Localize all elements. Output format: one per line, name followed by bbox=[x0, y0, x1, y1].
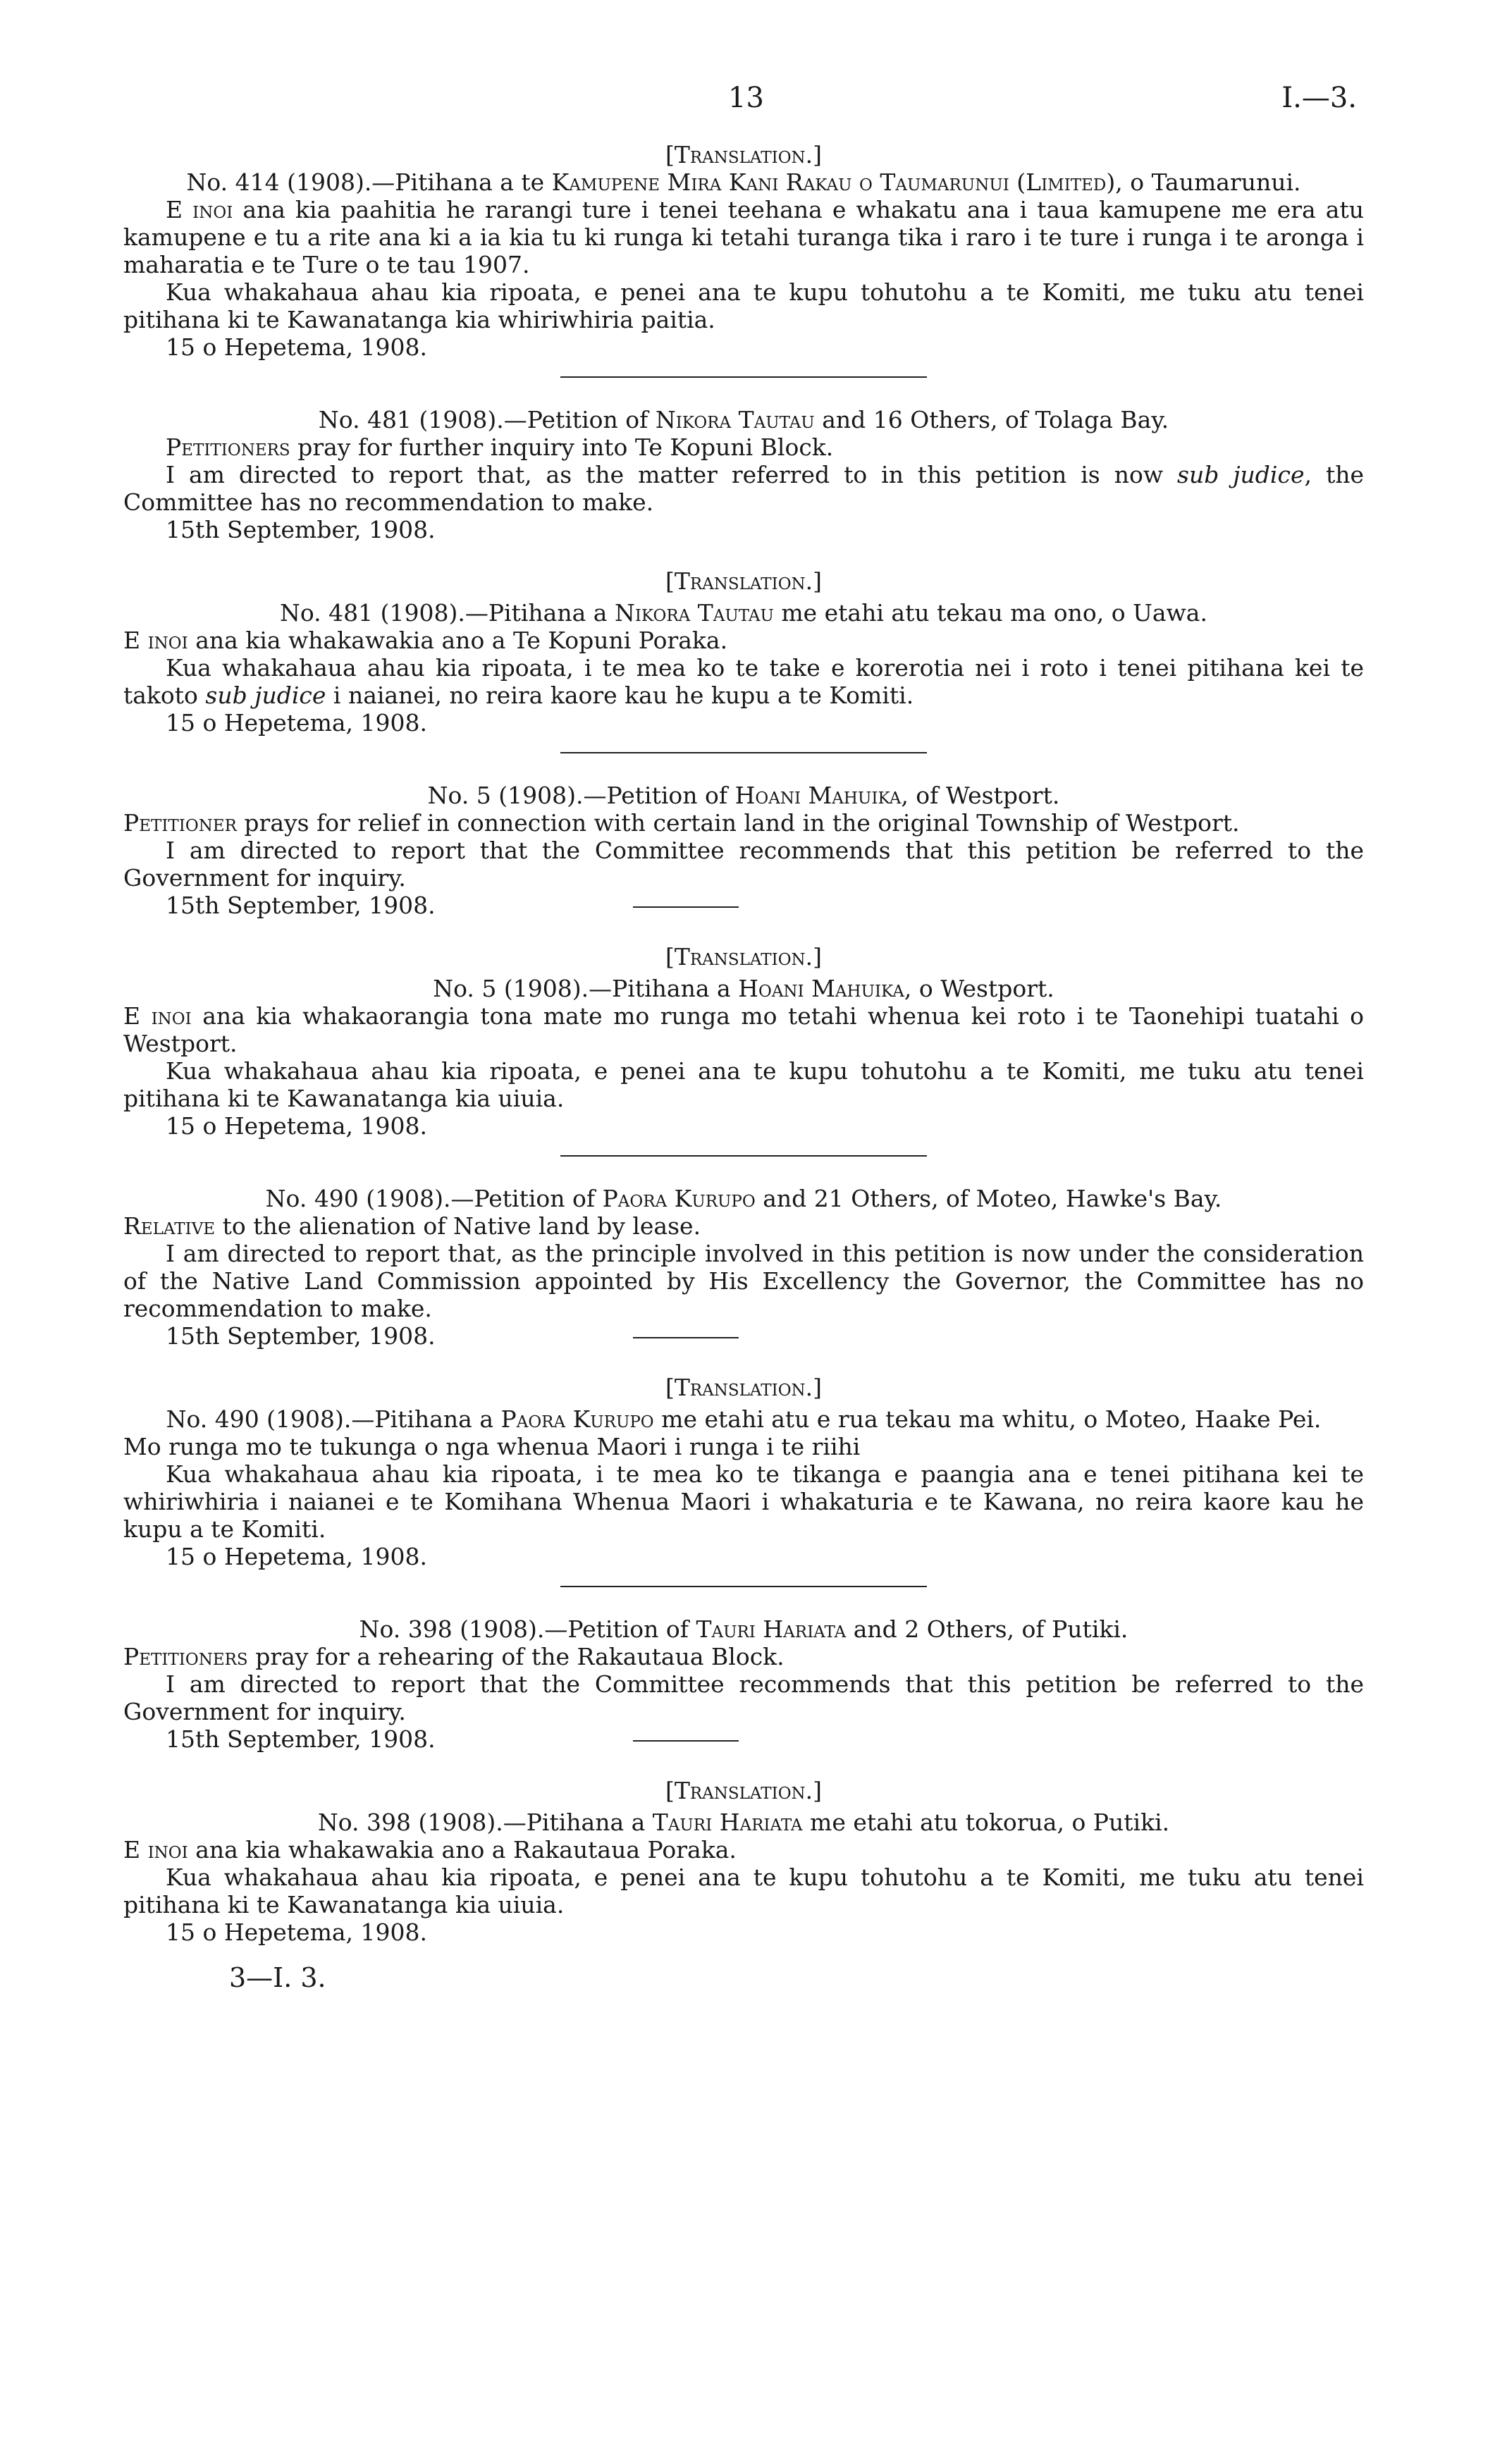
paragraph: E inoi ana kia whakawakia ano a Te Kopuni Poraka. bbox=[123, 627, 728, 654]
translation-label: [Translation.] bbox=[665, 1777, 823, 1804]
paragraph: E inoi ana kia paahitia he rarangi ture i tenei teehana e whakatu ana i taua kamupene me era atu kamupene e tu a rite ana ki a ia kia tu ki runga ki tetahi turanga tika i raro i te ture i runga i te aronga i maharatia e te Ture o te tau 1907. bbox=[123, 196, 1364, 278]
entry-date: 15th September, 1908. bbox=[166, 516, 436, 543]
paragraph: Relative to the alienation of Native land by lease. bbox=[123, 1212, 701, 1240]
paragraph: Kua whakahaua ahau kia ripoata, i te mea ko te take e korerotia nei i roto i tenei pitihana kei te takoto sub judice i naianei, no reira kaore kau he kupu a te Komiti. bbox=[123, 654, 1364, 709]
page-number: 13 bbox=[728, 82, 764, 114]
entry-date: 15th September, 1908. bbox=[123, 1322, 1364, 1350]
entry-title: No. 5 (1908).—Petition of Hoani Mahuika, of Westport. bbox=[427, 782, 1060, 809]
entry-date: 15 o Hepetema, 1908. bbox=[166, 333, 428, 361]
entry-date: 15 o Hepetema, 1908. bbox=[166, 1112, 428, 1140]
translation-label: [Translation.] bbox=[665, 567, 823, 595]
entry-title: No. 490 (1908).—Petition of Paora Kurupo and 21 Others, of Moteo, Hawke's Bay. bbox=[265, 1185, 1222, 1212]
entry-date: 15th September, 1908. bbox=[123, 892, 1364, 919]
paragraph: Kua whakahaua ahau kia ripoata, i te mea ko te tikanga e paangia ana e tenei pitihana kei te whiriwhiria i naianei e te Komihana Whenua Maori i whakaturia e te Kawana, no reira kaore kau he kupu a te Komiti. bbox=[123, 1460, 1364, 1543]
paragraph: Petitioners pray for further inquiry into Te Kopuni Block. bbox=[166, 433, 834, 461]
document-page bbox=[123, 82, 1365, 1993]
entry-title: No. 5 (1908).—Pitihana a Hoani Mahuika, o Westport. bbox=[433, 975, 1054, 1002]
entry-481-translation bbox=[123, 567, 1364, 753]
entry-title: No. 398 (1908).—Petition of Tauri Hariata and 2 Others, of Putiki. bbox=[359, 1615, 1128, 1643]
entry-date: 15 o Hepetema, 1908. bbox=[166, 1543, 428, 1570]
page-header bbox=[123, 82, 1364, 127]
paragraph: I am directed to report that the Committee recommends that this petition be referred to the Government for inquiry. bbox=[123, 1670, 1364, 1725]
entry-490-translation bbox=[123, 1374, 1364, 1587]
divider-short bbox=[633, 1337, 739, 1338]
paragraph: Kua whakahaua ahau kia ripoata, e penei ana te kupu tohutohu a te Komiti, me tuku atu tenei pitihana ki te Kawanatanga kia uiuia. bbox=[123, 1057, 1364, 1112]
entry-398-translation bbox=[123, 1777, 1364, 1946]
entry-date: 15 o Hepetema, 1908. bbox=[166, 1918, 428, 1946]
divider bbox=[560, 752, 927, 753]
entry-490 bbox=[123, 1185, 1364, 1350]
translation-label: [Translation.] bbox=[665, 1374, 823, 1401]
divider bbox=[560, 1586, 927, 1587]
paragraph: Kua whakahaua ahau kia ripoata, e penei ana te kupu tohutohu a te Komiti, me tuku atu tenei pitihana ki te Kawanatanga kia whiriwhiria paitia. bbox=[123, 278, 1364, 333]
divider bbox=[560, 1155, 927, 1157]
divider bbox=[560, 376, 927, 378]
paragraph: I am directed to report that, as the matter referred to in this petition is now sub judice, the Committee has no recommendation to make. bbox=[123, 461, 1364, 516]
entry-title: No. 481 (1908).—Petition of Nikora Tautau and 16 Others, of Tolaga Bay. bbox=[318, 406, 1169, 433]
divider-short bbox=[633, 1740, 739, 1742]
entry-title: No. 490 (1908).—Pitihana a Paora Kurupo me etahi atu e rua tekau ma whitu, o Moteo, Haake Pei. bbox=[166, 1405, 1322, 1433]
paragraph: Petitioner prays for relief in connection with certain land in the original Township of Westport. bbox=[123, 809, 1240, 837]
entry-481 bbox=[123, 406, 1364, 543]
paragraph: I am directed to report that the Committee recommends that this petition be referred to the Government for inquiry. bbox=[123, 837, 1364, 892]
translation-label: [Translation.] bbox=[665, 943, 823, 971]
paragraph: I am directed to report that, as the principle involved in this petition is now under the consideration of the Native Land Commission appointed by His Excellency the Governor, the Committee has no recommendation to make. bbox=[123, 1240, 1364, 1322]
entry-date: 15th September, 1908. bbox=[123, 1725, 1364, 1753]
paragraph: Petitioners pray for a rehearing of the Rakautaua Block. bbox=[123, 1643, 785, 1670]
signature-mark: 3—I. 3. bbox=[229, 1962, 326, 1993]
entry-5-translation bbox=[123, 943, 1364, 1157]
paragraph: Kua whakahaua ahau kia ripoata, e penei ana te kupu tohutohu a te Komiti, me tuku atu tenei pitihana ki te Kawanatanga kia uiuia. bbox=[123, 1864, 1364, 1918]
entry-date: 15 o Hepetema, 1908. bbox=[166, 709, 428, 737]
paragraph: Mo runga mo te tukunga o nga whenua Maori i runga i te riihi bbox=[123, 1433, 861, 1460]
entry-5 bbox=[123, 782, 1364, 919]
divider-short bbox=[633, 906, 739, 908]
paragraph: E inoi ana kia whakawakia ano a Rakautaua Poraka. bbox=[123, 1836, 737, 1864]
entry-title: No. 398 (1908).—Pitihana a Tauri Hariata me etahi atu tokorua, o Putiki. bbox=[317, 1809, 1170, 1836]
translation-label: [Translation.] bbox=[665, 141, 823, 168]
entry-414-translation bbox=[123, 141, 1364, 378]
paragraph: E inoi ana kia whakaorangia tona mate mo runga mo tetahi whenua kei roto i te Taonehipi tuatahi o Westport. bbox=[123, 1002, 1365, 1057]
entry-398 bbox=[123, 1615, 1364, 1753]
entry-title: No. 481 (1908).—Pitihana a Nikora Tautau me etahi atu tekau ma ono, o Uawa. bbox=[280, 599, 1207, 627]
paper-reference: I.—3. bbox=[1281, 82, 1357, 114]
entry-title: No. 414 (1908).—Pitihana a te Kamupene Mira Kani Rakau o Taumarunui (Limited), o Taumarunui. bbox=[186, 168, 1301, 196]
